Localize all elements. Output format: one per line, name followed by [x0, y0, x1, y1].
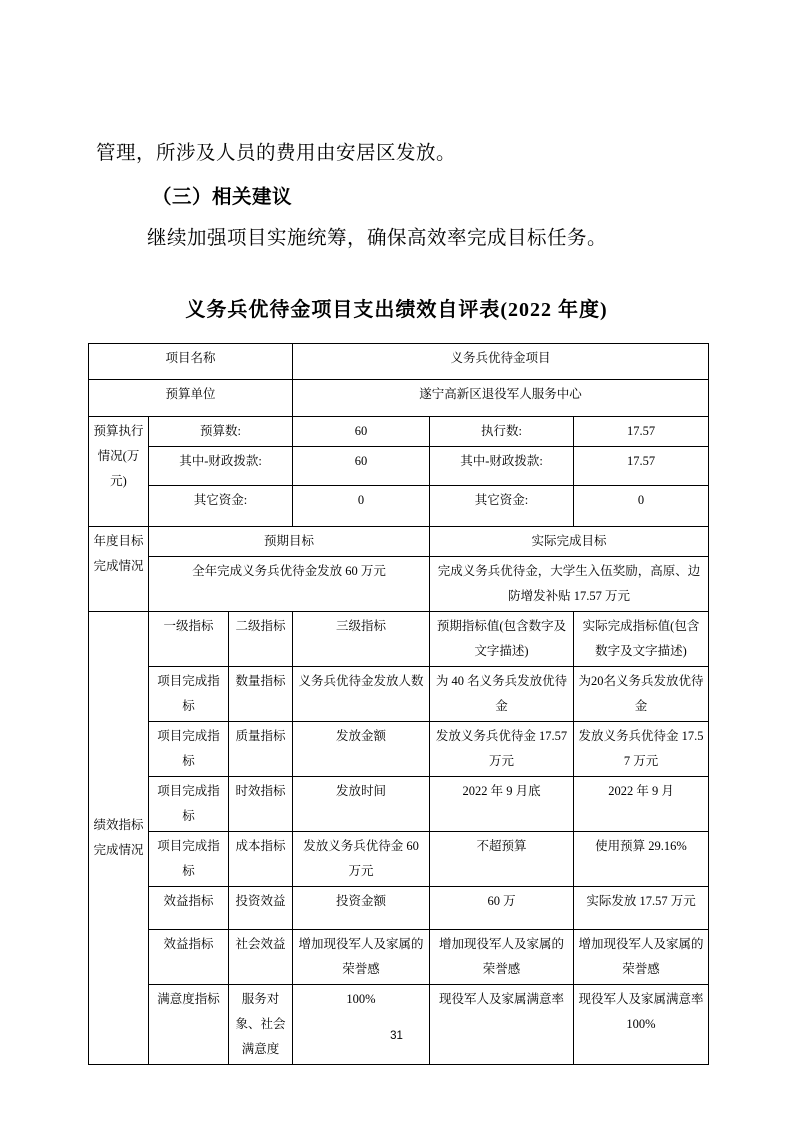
budget-value: 0 [574, 486, 709, 527]
page-number: 31 [390, 1030, 403, 1042]
project-name-value: 义务兵优待金项目 [293, 344, 709, 380]
indicator-row [89, 985, 709, 1065]
project-name-label: 项目名称 [89, 344, 293, 380]
table-row [89, 557, 709, 612]
body-paragraph-1: 管理，所涉及人员的费用由安居区发放。 [96, 143, 457, 164]
indicator-header-level1: 一级指标 [149, 612, 229, 667]
table-row [89, 417, 709, 447]
indicator-cell: 项目完成指标 [149, 722, 229, 777]
budget-label: 预算数: [149, 417, 293, 447]
table-title: 义务兵优待金项目支出绩效自评表(2022 年度) [185, 299, 608, 321]
indicator-cell: 项目完成指标 [149, 777, 229, 832]
budget-value: 17.57 [574, 417, 709, 447]
indicator-cell: 效益指标 [149, 930, 229, 985]
indicator-cell: 增加现役军人及家属的荣誉感 [293, 930, 430, 985]
annual-goal-section-label: 年度目标完成情况 [89, 527, 149, 612]
indicator-row [89, 887, 709, 930]
budget-unit-value: 遂宁高新区退役军人服务中心 [293, 380, 709, 417]
table-row [89, 380, 709, 417]
indicator-cell: 为20名义务兵发放优待金 [574, 667, 709, 722]
indicator-cell: 满意度指标 [149, 985, 229, 1065]
body-paragraph-2: 继续加强项目实施统筹，确保高效率完成目标任务。 [147, 228, 608, 249]
indicator-header-expected: 预期指标值(包含数字及文字描述) [430, 612, 574, 667]
indicator-cell: 增加现役军人及家属的荣誉感 [574, 930, 709, 985]
indicator-cell: 数量指标 [229, 667, 293, 722]
indicator-cell: 不超预算 [430, 832, 574, 887]
actual-goal-value: 完成义务兵优待金，大学生入伍奖励，高原、边防增发补贴 17.57 万元 [430, 557, 709, 612]
budget-unit-label: 预算单位 [89, 380, 293, 417]
expected-goal-value: 全年完成义务兵优待金发放 60 万元 [149, 557, 430, 612]
budget-label: 其中-财政拨款: [430, 447, 574, 486]
indicator-cell: 实际发放 17.57 万元 [574, 887, 709, 930]
indicator-cell: 发放义务兵优待金 17.57 万元 [574, 722, 709, 777]
indicator-cell: 成本指标 [229, 832, 293, 887]
indicator-cell: 发放金额 [293, 722, 430, 777]
indicator-row [89, 777, 709, 832]
table-row [89, 486, 709, 527]
indicator-row [89, 667, 709, 722]
indicator-cell: 发放时间 [293, 777, 430, 832]
indicator-header-level2: 二级指标 [229, 612, 293, 667]
indicator-cell: 效益指标 [149, 887, 229, 930]
indicator-section-label: 绩效指标完成情况 [89, 612, 149, 1065]
indicator-row [89, 722, 709, 777]
indicator-cell: 项目完成指标 [149, 832, 229, 887]
budget-label: 其它资金: [430, 486, 574, 527]
section-heading: （三）相关建议 [152, 187, 293, 208]
table-row [89, 447, 709, 486]
indicator-cell: 100% [293, 985, 430, 1065]
indicator-cell: 质量指标 [229, 722, 293, 777]
expected-goal-header: 预期目标 [149, 527, 430, 557]
indicator-cell: 义务兵优待金发放人数 [293, 667, 430, 722]
indicator-cell: 2022 年 9 月 [574, 777, 709, 832]
indicator-cell: 现役军人及家属满意率 100% [574, 985, 709, 1065]
indicator-cell: 使用预算 29.16% [574, 832, 709, 887]
budget-value: 60 [293, 417, 430, 447]
budget-value: 60 [293, 447, 430, 486]
budget-label: 其它资金: [149, 486, 293, 527]
indicator-cell: 增加现役军人及家属的荣誉感 [430, 930, 574, 985]
indicator-cell: 服务对象、社会满意度 [229, 985, 293, 1065]
indicator-cell: 2022 年 9 月底 [430, 777, 574, 832]
indicator-row [89, 930, 709, 985]
actual-goal-header: 实际完成目标 [430, 527, 709, 557]
indicator-cell: 发放义务兵优待金 17.57 万元 [430, 722, 574, 777]
indicator-header-actual: 实际完成指标值(包含数字及文字描述) [574, 612, 709, 667]
indicator-cell: 现役军人及家属满意率 [430, 985, 574, 1065]
indicator-row [89, 832, 709, 887]
table-row [89, 344, 709, 380]
budget-value: 17.57 [574, 447, 709, 486]
budget-value: 0 [293, 486, 430, 527]
indicator-cell: 社会效益 [229, 930, 293, 985]
indicator-cell: 投资效益 [229, 887, 293, 930]
indicator-cell: 项目完成指标 [149, 667, 229, 722]
budget-label: 其中-财政拨款: [149, 447, 293, 486]
indicator-header-level3: 三级指标 [293, 612, 430, 667]
budget-section-label: 预算执行情况(万元) [89, 417, 149, 527]
indicator-cell: 为 40 名义务兵发放优待金 [430, 667, 574, 722]
budget-label: 执行数: [430, 417, 574, 447]
indicator-cell: 发放义务兵优待金 60 万元 [293, 832, 430, 887]
indicator-cell: 时效指标 [229, 777, 293, 832]
table-row [89, 527, 709, 557]
performance-self-evaluation-table [88, 343, 709, 1065]
table-header-row [89, 612, 709, 667]
indicator-cell: 60 万 [430, 887, 574, 930]
indicator-cell: 投资金额 [293, 887, 430, 930]
